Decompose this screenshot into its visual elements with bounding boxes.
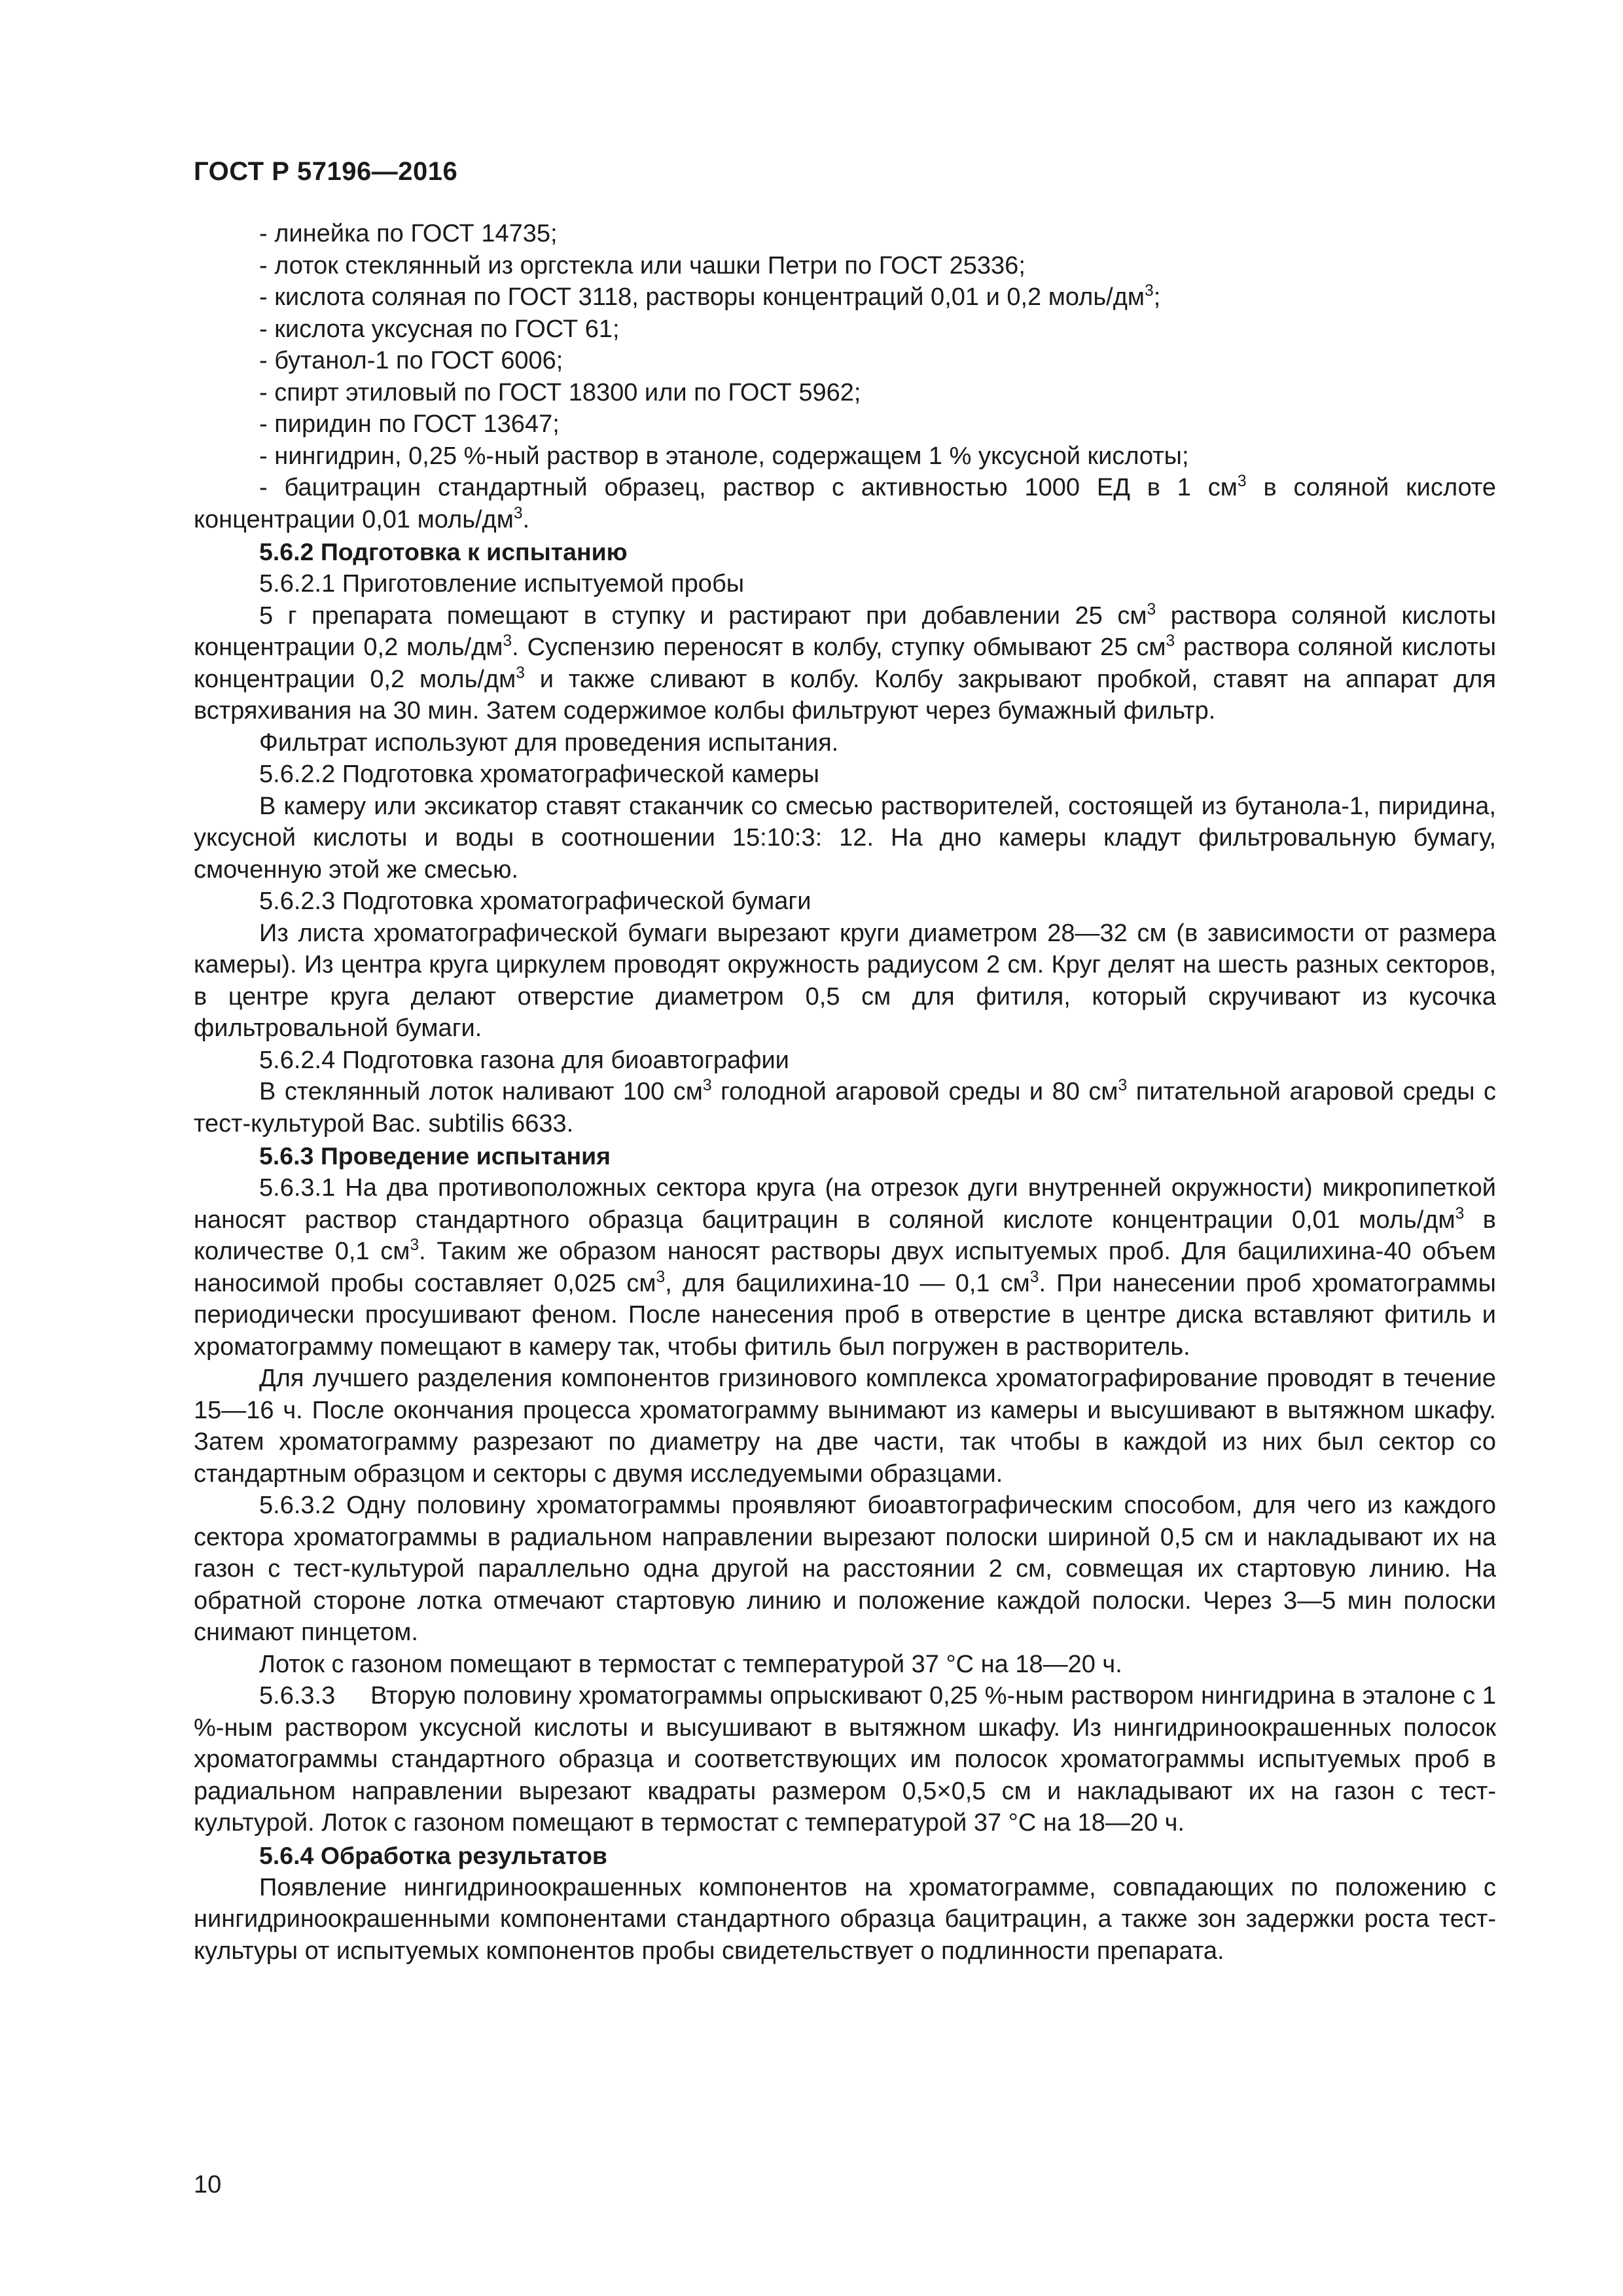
- section-heading: 5.6.3 Проведение испытания: [259, 1142, 611, 1170]
- paragraph: - бутанол-1 по ГОСТ 6006;: [259, 347, 563, 374]
- document-body: [194, 218, 1496, 1967]
- paragraph: - линейка по ГОСТ 14735;: [259, 220, 558, 247]
- paragraph: 5.6.3.3 Вторую половину хроматограммы опрыскивают 0,25 %-ным раствором нингидрина в эталоне с 1 %-ным раствором уксусной кислоты и высушивают в вытяжном шкафу. Из нингидриноокрашенных полосок хроматограммы стандартного образца и соответствующих им полосок хроматограммы испытуемых проб в радиальном направлении вырезают квадраты размером 0,5×0,5 см и накладывают их на газон с тест-культурой. Лоток с газоном помещают в термостат с температурой 37 °С на 18—20 ч.: [194, 1682, 1496, 1837]
- paragraph: 5.6.3.2 Одну половину хроматограммы проявляют биоавтографическим способом, для чего из каждого сектора хроматограммы в радиальном направлении вырезают полоски шириной 0,5 см и накладывают их на газон с тест-культурой параллельно одна другой на расстоянии 2 см, совмещая их стартовую линию. На обратной стороне лотка отмечают стартовую линию и положение каждой полоски. Через 3—5 мин полоски снимают пинцетом.: [194, 1492, 1496, 1646]
- page-number: 10: [194, 2171, 222, 2198]
- paragraph: 5 г препарата помещают в ступку и растирают при добавлении 25 $см^3$ раствора соляной кислоты концентрации 0,2 моль/$дм^3$. Суспензию переносят в колбу, ступку обмывают 25 $см^3$ раствора соляной кислоты концентрации 0,2 моль/$дм^3$ и также сливают в колбу. Колбу закрывают пробкой, ставят на аппарат для встряхивания на 30 мин. Затем содержимое колбы фильтруют через бумажный фильтр.: [194, 600, 1497, 725]
- paragraph: 5.6.2.2 Подготовка хроматографической камеры: [259, 761, 819, 788]
- paragraph: 5.6.2.4 Подготовка газона для биоавтографии: [259, 1046, 789, 1074]
- paragraph: 5.6.2.3 Подготовка хроматографической бумаги: [259, 888, 812, 915]
- paragraph: Фильтрат используют для проведения испытания.: [259, 728, 839, 757]
- paragraph: В камеру или эксикатор ставят стаканчик со смесью растворителей, состоящей из бутанола-1, пиридина, уксусной кислоты и воды в соотношении 15:10:3: 12. На дно камеры кладут фильтровальную бумагу, смоченную этой же смесью.: [194, 792, 1496, 884]
- paragraph: Из листа хроматографической бумаги вырезают круги диаметром 28—32 см (в зависимости от размера камеры). Из центра круга циркулем проводят окружность радиусом 2 см. Круг делят на шесть разных секторов, в центре круга делают отверстие диаметром 0,5 см для фитиля, который скручивают из кусочка фильтровальной бумаги.: [194, 919, 1496, 1042]
- paragraph: - кислота уксусная по ГОСТ 61;: [259, 315, 620, 343]
- paragraph: - бацитрацин стандартный образец, раствор с активностью 1000 ЕД в 1 $см^3$ в соляной кислоте концентрации 0,01 моль/$дм^3$.: [194, 473, 1496, 533]
- paragraph: Появление нингидриноокрашенных компонентов на хроматограмме, совпадающих по положению с нингидриноокрашенными компонентами стандартного образца бацитрацин, а также зон задержки роста тест-культуры от испытуемых компонентов пробы свидетельствует о подлинности препарата.: [194, 1873, 1496, 1965]
- section-heading: 5.6.4 Обработка результатов: [259, 1841, 607, 1869]
- paragraph: 5.6.2.1 Приготовление испытуемой пробы: [259, 570, 745, 598]
- paragraph: - нингидрин, 0,25 %-ный раствор в этаноле, содержащем 1 % уксусной кислоты;: [259, 442, 1189, 470]
- document-header: ГОСТ Р 57196—2016: [194, 157, 458, 186]
- paragraph: - кислота соляная по ГОСТ 3118, растворы концентраций 0,01 и 0,2 моль/$дм^3$;: [259, 282, 1161, 311]
- paragraph: - спирт этиловый по ГОСТ 18300 или по ГОСТ 5962;: [259, 378, 861, 406]
- paragraph: 5.6.3.1 На два противоположных сектора круга (на отрезок дуги внутренней окружности) микропипеткой наносят раствор стандартного образца бацитрацин в соляной кислоте концентрации 0,01 моль/$дм^3$ в количестве 0,1 $см^3$. Таким же образом наносят растворы двух испытуемых проб. Для бацилихина-40 объем наносимой пробы составляет 0,025 $см^3$, для бацилихина-10 — 0,1 $см^3$. При нанесении проб хроматограммы периодически просушивают феном. После нанесения проб в отверстие в центре диска вставляют фитиль и хроматограмму помещают в камеру так, чтобы фитиль был погружен в растворитель.: [194, 1174, 1497, 1361]
- paragraph: Лоток с газоном помещают в термостат с температурой 37 °С на 18—20 ч.: [259, 1650, 1122, 1678]
- paragraph: В стеклянный лоток наливают 100 $см^3$ голодной агаровой среды и 80 $см^3$ питательной агаровой среды с тест-культурой Bac. subtilis 6633.: [194, 1077, 1497, 1138]
- document-page: [194, 157, 1496, 1967]
- section-heading: 5.6.2 Подготовка к испытанию: [259, 538, 628, 565]
- paragraph: Для лучшего разделения компонентов гризинового комплекса хроматографирование проводят в течение 15—16 ч. После окончания процесса хроматограмму вынимают из камеры и высушивают в вытяжном шкафу. Затем хроматограмму разрезают по диаметру на две части, так чтобы в каждой из них был сектор со стандартным образцом и секторы с двумя исследуемыми образцами.: [194, 1365, 1496, 1488]
- paragraph: - лоток стеклянный из оргстекла или чашки Петри по ГОСТ 25336;: [259, 251, 1026, 279]
- paragraph: - пиридин по ГОСТ 13647;: [259, 410, 560, 438]
